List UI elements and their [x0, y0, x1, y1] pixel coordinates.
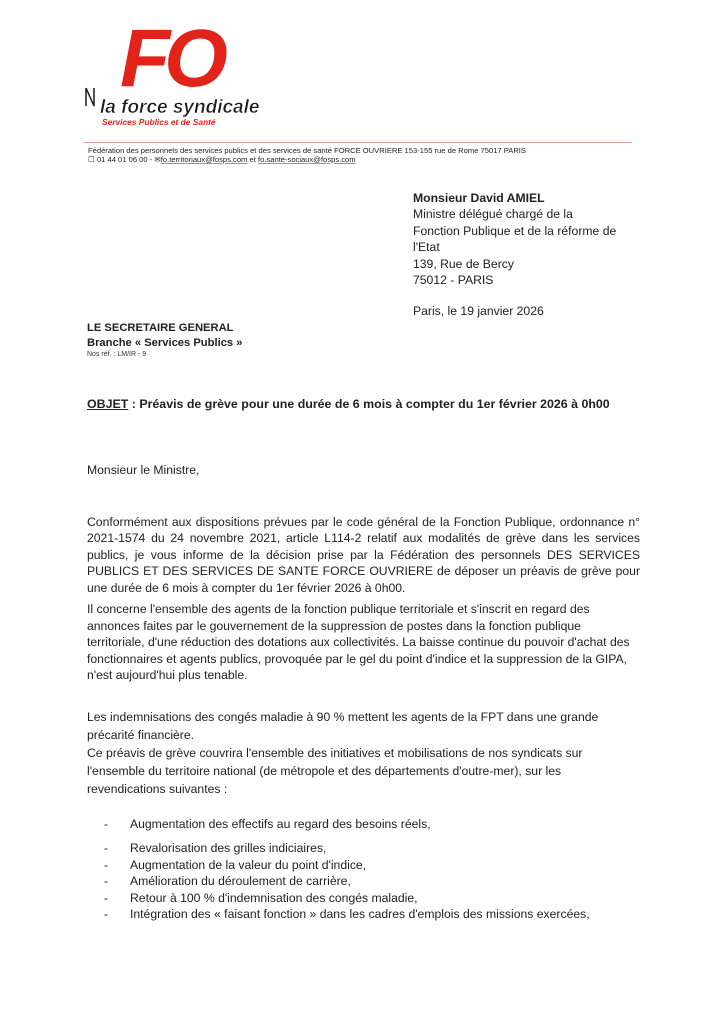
phone-number: 01 44 01 06 00 -: [96, 155, 153, 164]
header-divider: [84, 142, 632, 143]
logo-mark-icon: [86, 88, 94, 106]
demand-item: - Retour à 100 % d'indemnisation des congés maladie,: [104, 890, 418, 905]
bullet-dash: -: [104, 874, 109, 889]
federation-line: Fédération des personnels des services publics et des services de santé FORCE OUVRIERE 153-155 rue de Rome 75017 PARIS: [88, 146, 526, 155]
subject-line: [87, 397, 610, 411]
subject-label: OBJET: [87, 397, 129, 411]
logo-letters: FO: [120, 13, 222, 104]
recipient-name: Monsieur David AMIEL: [413, 191, 545, 205]
logo-brand: la force syndicale: [100, 97, 260, 118]
recipient-line: Fonction Publique et de la réforme de: [413, 223, 617, 238]
email-sante-sociaux[interactable]: fo.sante-sociaux@fosps.com: [257, 155, 356, 164]
reference: Nos réf. : LM/IR - 9: [87, 351, 147, 358]
contact-line: [88, 155, 526, 164]
sender-title: LE SECRETAIRE GENERAL: [87, 322, 234, 334]
recipient-line: Ministre délégué chargé de la: [413, 207, 573, 222]
logo-subtitle: Services Publics et de Santé: [102, 117, 216, 127]
demand-item: - Revalorisation des grilles indiciaires,: [104, 841, 327, 855]
recipient-line: 75012 - PARIS: [413, 273, 494, 288]
recipient-line: l'Etat: [413, 240, 440, 255]
salutation: Monsieur le Ministre,: [87, 463, 200, 477]
fo-logo-graphic: [80, 13, 260, 128]
federation-address: [88, 146, 526, 164]
email-territoriaux[interactable]: fo.territoriaux@fosps.com: [160, 155, 248, 164]
demand-item: - Intégration des « faisant fonction » dans les cadres d'emplois des missions exercées,: [104, 907, 590, 922]
demand-item: - Amélioration du déroulement de carrière,: [104, 874, 351, 889]
paragraph-context: Il concerne l'ensemble des agents de la fonction publique territoriale et s'inscrit en regard des annonces faites par le gouvernement de la suppression de postes dans la fonction publique territoriale, d'une réduction des dotations aux collectivités. La baisse continue du pouvoir d'achat des fonctionnaires et agents publics, provoquée par le gel du point d'indice et la suppression de la GIPA, n'est aujourd'hui plus tenable.: [87, 602, 630, 683]
paragraph-sick-leave: Les indemnisations des congés maladie à 90 % mettent les agents de la FPT dans une grande précarité financière.: [87, 710, 599, 742]
bullet-dash: -: [104, 841, 109, 855]
bullet-dash: -: [104, 890, 109, 905]
demand-item: - Augmentation des effectifs au regard des besoins réels,: [104, 817, 431, 831]
recipient-line: 139, Rue de Bercy: [413, 256, 514, 271]
demands-list: [100, 816, 590, 923]
fo-logo: [80, 13, 260, 128]
and-text: et: [249, 155, 256, 164]
sender-block: [87, 321, 242, 351]
demand-item: - Augmentation de la valeur du point d'indice,: [104, 857, 367, 872]
recipient-block: [413, 190, 616, 288]
bullet-dash: -: [104, 857, 109, 872]
letter-date: Paris, le 19 janvier 2026: [413, 304, 544, 318]
email-icon: ✉: [154, 155, 161, 164]
paragraph-legal-basis: Conformément aux dispositions prévues par le code général de la Fonction Publique, ordonnance n° 2021-1574 du 24 novembre 2021, article L114-2 relatif aux modalités de grève dans les services publics, je vous informe de la décision prise par la Fédération des personnels DES SERVICES PUBLICS ET DES SERVICES DE SANTE FORCE OUVRIERE de déposer un préavis de grève pour une durée de 6 mois à compter du 1er février 2026 à 0h00.: [87, 515, 640, 595]
phone-icon: ☐: [88, 155, 95, 164]
bullet-dash: -: [104, 817, 109, 831]
subject-text: : Préavis de grève pour une durée de 6 mois à compter du 1er février 2026 à 0h00: [128, 397, 610, 411]
bullet-dash: -: [104, 907, 109, 922]
sender-branch: Branche « Services Publics »: [87, 337, 243, 349]
paragraph-scope: Ce préavis de grève couvrira l'ensemble des initiatives et mobilisations de nos syndicats sur l'ensemble du territoire national (de métropole et des départements d'outre-mer), sur les revendications suivantes :: [87, 746, 583, 796]
